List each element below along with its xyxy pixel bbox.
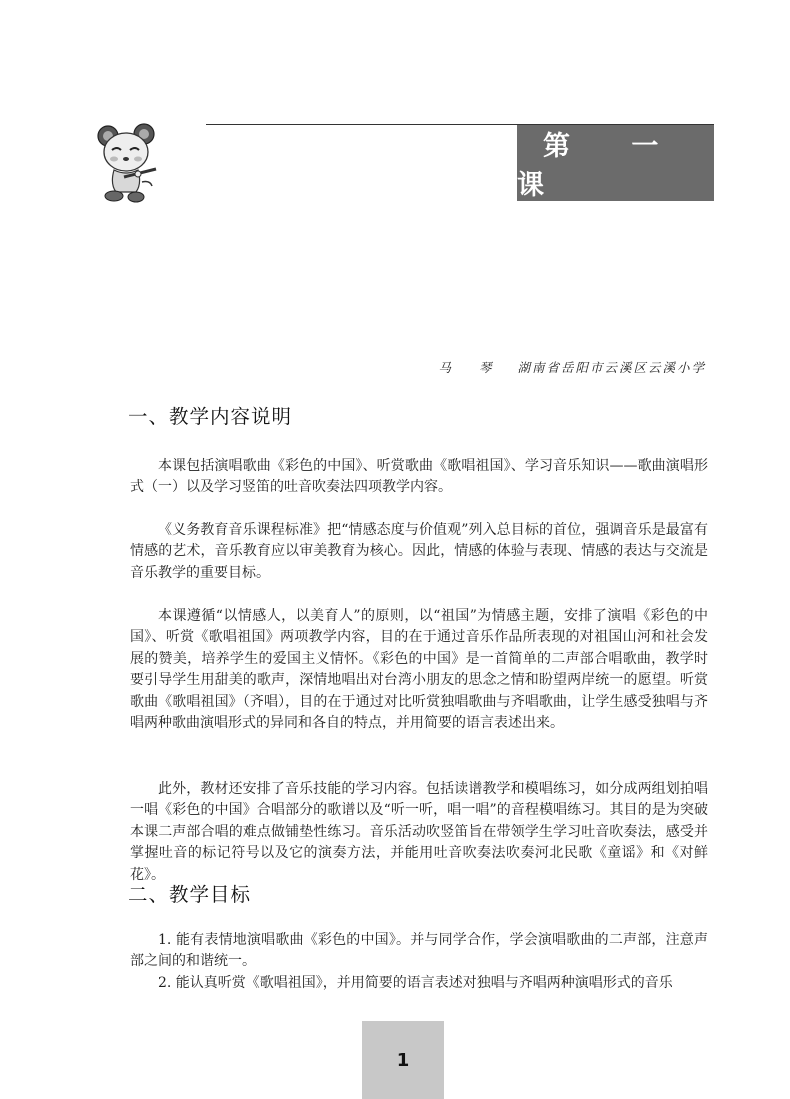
paragraph: 《义务教育音乐课程标准》把“情感态度与价值观”列入总目标的首位，强调音乐是最富有情感的艺术，音乐教育应以审美教育为核心。因此，情感的体验与表现、情感的表达与交流是音乐教学的重要目标。 — [130, 522, 708, 581]
section-heading: 一、教学内容说明 — [128, 405, 293, 428]
paragraph: 1. 能有表情地演唱歌曲《彩色的中国》。并与同学合作，学会演唱歌曲的二声部，注意声部之间的和谐统一。 — [130, 932, 708, 970]
section-heading: 二、教学目标 — [128, 883, 252, 906]
author-school: 湖南省岳阳市云溪区云溪小学 — [517, 360, 706, 375]
page-number-tab — [362, 1021, 444, 1099]
page-number: 1 — [396, 1049, 410, 1071]
author-line — [439, 358, 707, 376]
paragraph: 本课遵循“以情感人，以美育人”的原则，以“祖国”为情感主题，安排了演唱《彩色的中国》、听赏《歌唱祖国》两项教学内容，目的在于通过音乐作品所表现的对祖国山河和社会发展的赞美，培养学生的爱国主义情怀。《彩色的中国》是一首简单的二声部合唱歌曲，教学时要引导学生用甜美的歌声，深情地唱出对台湾小朋友的思念之情和盼望两岸统一的愿望。听赏歌曲《歌唱祖国》（齐唱），目的在于通过对比听赏独唱歌曲与齐唱歌曲，让学生感受独唱与齐唱两种歌曲演唱形式的异同和各自的特点，并用简要的语言表述出来。 — [130, 608, 708, 732]
paragraph: 2. 能认真听赏《歌唱祖国》，并用简要的语言表述对独唱与齐唱两种演唱形式的音乐 — [158, 975, 673, 991]
author-name: 马 琴 — [438, 360, 504, 375]
paragraph: 本课包括演唱歌曲《彩色的中国》、听赏歌曲《歌唱祖国》、学习音乐知识——歌曲演唱形式（一）以及学习竖笛的吐音吹奏法四项教学内容。 — [130, 458, 708, 496]
panda-mascot-illustration — [94, 122, 166, 204]
paragraph: 此外，教材还安排了音乐技能的学习内容。包括读谱教学和模唱练习，如分成两组划拍唱一唱《彩色的中国》合唱部分的歌谱以及“听一听，唱一唱”的音程模唱练习。其目的是为突破本课二声部合唱的难点做铺垫性练习。音乐活动吹竖笛旨在带领学生学习吐音吹奏法，感受并掌握吐音的标记符号以及它的演奏方法，并能用吐音吹奏法吹奏河北民歌《童谣》和《对鲜花》。 — [130, 781, 708, 883]
lesson-title: 第 一 课 — [517, 131, 685, 201]
lesson-title-box — [517, 125, 714, 201]
